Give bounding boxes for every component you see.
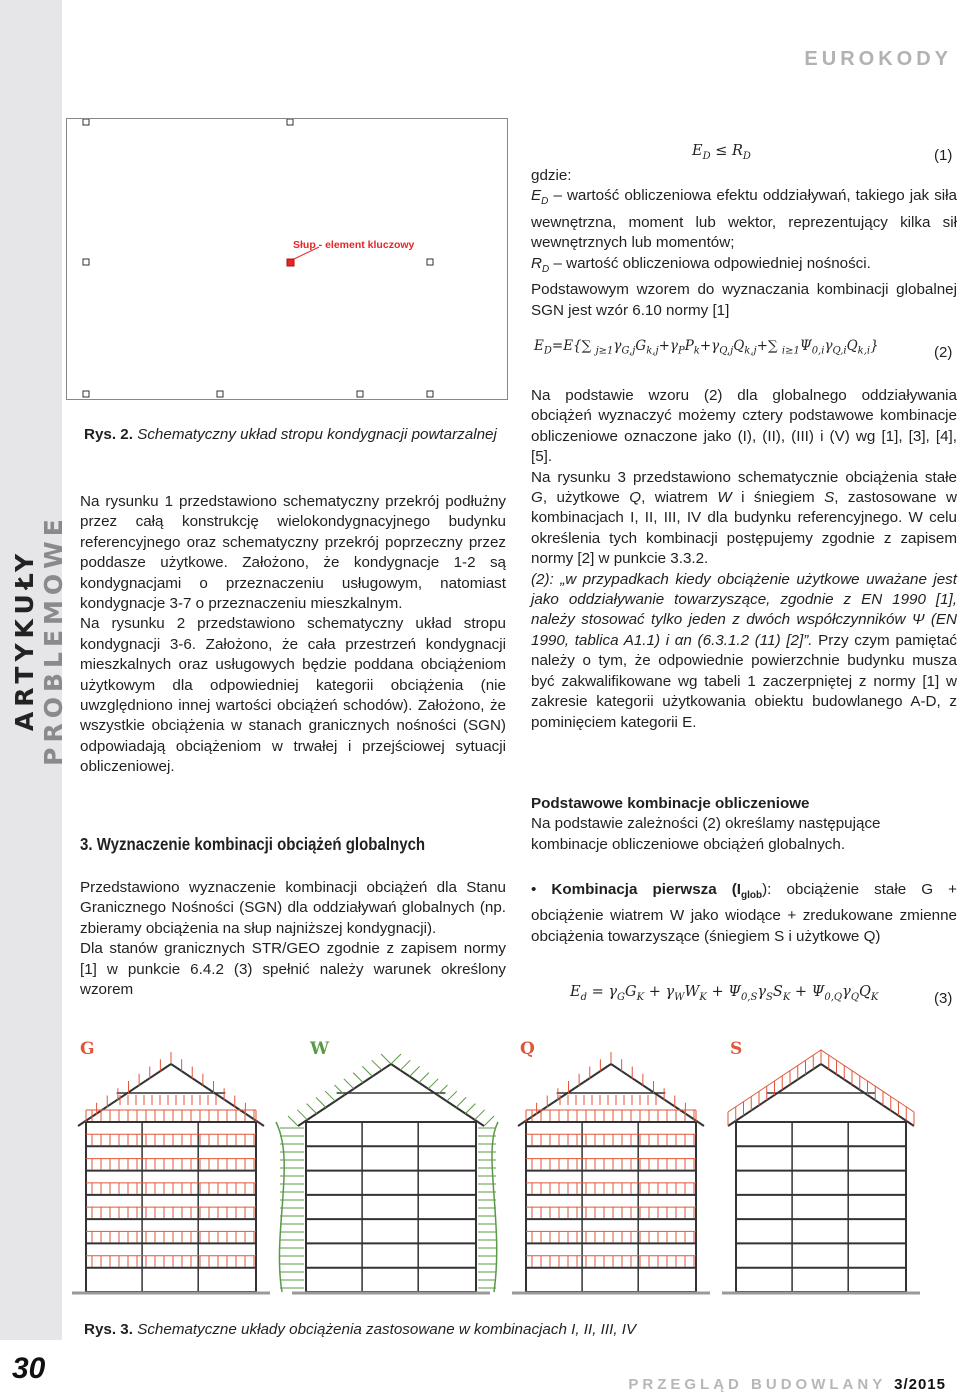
journal-section-title: EUROKODY bbox=[804, 48, 952, 70]
figure-3-caption-label: Rys. 3. bbox=[84, 1321, 133, 1338]
paragraph: Na rysunku 3 przedstawiono schematycznie obciążenia stałe G, użytkowe Q, wiatrem W i śniegiem S, zastosowane w kombinacjach I, II, III, IV dla budynku referencyjnego. W celu określenia tych kombinacji postępujemy zgodnie z zapisem normy [2] w punkcie 3.3.2. bbox=[531, 468, 957, 568]
paragraph: Na podstawie wzoru (2) dla globalnego oddziaływania obciążeń wyznaczyć możemy cztery podstawowe kombinacje obliczeniowe oznaczone jako (I), (II), (III) i (V) wg [1], [3], [4], [5]. bbox=[531, 387, 957, 466]
paragraph: Podstawowym wzorem do wyznaczania kombinacji globalnej SGN jest wzór 6.10 normy [1] bbox=[531, 281, 957, 319]
paragraph: Dla stanów granicznych STR/GEO zgodnie z zapisem normy [1] w punkcie 6.4.2 (3) spełnić należy warunek określony wzorem bbox=[80, 940, 506, 999]
page-number: 30 bbox=[12, 1352, 46, 1385]
figure-3-load-schemes bbox=[66, 1030, 956, 1310]
wind-pressure-curve bbox=[276, 1122, 284, 1292]
roof-wind-arrow bbox=[410, 1066, 420, 1076]
roof-wind-arrow bbox=[447, 1091, 457, 1101]
equation-3: $E_d = \gamma_GG_K + \gamma_WW_K + \Psi_{0,S}\gamma_SS_K + \Psi_{0,Q}\gamma_QQ_K$ bbox=[570, 984, 879, 1003]
roof-wind-arrow bbox=[362, 1066, 372, 1076]
building-roof bbox=[728, 1064, 914, 1126]
rd-definition: $R_D$ – wartość obliczeniowa odpowiedniej nośności. bbox=[531, 254, 871, 275]
load-scheme-label: S bbox=[730, 1039, 743, 1059]
load-scheme-label: W bbox=[310, 1039, 330, 1059]
paragraph: Na rysunku 2 przedstawiono schematyczny układ stropu kondygnacji 3-6. Założono, że cała przestrzeń kondygnacji mieszkalnych oraz usługowych będzie poddana obciążeniom użytkowym dla odpowiedniej kategorii obciążenia (nie uwzględniono innej wartości obciążeń schodów). Założono, że wszystkie obciążenia w stanach granicznych nośności (SGN) odpowiadają obciążeniom w trwałej i przejściowej sytuacji obliczeniowej. bbox=[80, 615, 506, 776]
equation-2: $E_D=E\{\sum$ $_{j\ge 1}\gamma_{G,j}G_{k,j}+\gamma_PP_k+\gamma_{Q,j}Q_{k,j}+\sum$ $_{i\ge 1}\Psi_{0,i}\gamma_{Q,i}Q_{k,i}$} bbox=[534, 338, 879, 357]
floor-plan-diagram bbox=[67, 119, 507, 399]
roof-wind-arrow bbox=[316, 1097, 326, 1107]
journal-name: PRZEGLĄD BUDOWLANY bbox=[628, 1376, 886, 1393]
left-column-lower bbox=[80, 878, 506, 1000]
building-roof bbox=[298, 1064, 484, 1126]
figure-2-caption-text: Schematyczny układ stropu kondygnacji powtarzalnej bbox=[137, 426, 497, 443]
load-scheme-label: G bbox=[80, 1039, 95, 1059]
figure-2-floor-plan bbox=[66, 118, 508, 400]
journal-issue: 3/2015 bbox=[894, 1376, 946, 1393]
roof-wind-arrow bbox=[325, 1091, 335, 1101]
journal-brand bbox=[628, 1376, 946, 1393]
figure-2-caption-label: Rys. 2. bbox=[84, 426, 133, 443]
equation-2-number: (2) bbox=[934, 344, 953, 361]
figure-3-caption-text: Schematyczne układy obciążenia zastosowane w kombinacjach I, II, III, IV bbox=[137, 1321, 637, 1338]
roof-wind-arrow bbox=[484, 1116, 494, 1126]
section-heading: 3. Wyznaczenie kombinacji obciążeń globalnych bbox=[80, 834, 426, 854]
roof-wind-arrow bbox=[391, 1054, 401, 1064]
roof-wind-arrow bbox=[353, 1073, 363, 1083]
paragraph-quote: (2): „w przypadkach kiedy obciążenie użytkowe uważane jest jako oddziaływanie towarzyszące, zgodnie z EN 1990 [1], należy stosować tylko jeden z dwóch współczynników Ψ (EN 1990, tablica A1.1) i αn (6.3.1.2 (11) [2]”. Przy czym pamiętać należy o tym, że odpowiednie powierzchnie budynku musza być zakwalifikowane wg tabeli 1 zaczerpniętej z normy [1] w zakresie kategorii użytkowania obiektu budowlanego A-D, z pominięciem kategorii E. bbox=[531, 570, 957, 731]
subsection bbox=[531, 794, 957, 855]
roof-wind-arrow bbox=[400, 1060, 410, 1070]
load-schemes-diagram bbox=[66, 1030, 956, 1310]
roof-wind-arrow bbox=[372, 1060, 382, 1070]
roof-wind-arrow bbox=[456, 1097, 466, 1107]
figure-3-caption bbox=[84, 1320, 944, 1340]
roof-wind-arrow bbox=[344, 1079, 354, 1089]
load-scheme-label: Q bbox=[520, 1039, 535, 1059]
section-label-light: PROBLEMOWE bbox=[39, 514, 68, 766]
bullet-combination-1 bbox=[531, 880, 957, 947]
section-label bbox=[10, 420, 68, 860]
paragraph: Na rysunku 1 przedstawiono schematyczny przekrój podłużny przez całą konstrukcję wielokondygnacyjnego budynku referencyjnego oraz schematyczny przekrój poprzeczny przez poddasze użytkowe. Założono, że kondygnacje 1-2 są kondygnacjami o przeznaczeniu usługowym, natomiast kondygnacje 3-7 o przeznaczeniu mieszkalnym. bbox=[80, 493, 506, 613]
key-column-callout: Słup - element kluczowy bbox=[293, 239, 415, 251]
ed-definition: $E_D$ – wartość obliczeniowa efektu oddziaływań, takiego jak siła wewnętrzna, moment lub wektor, reprezentujący kilka sił wewnętrznych lub momentów; bbox=[531, 187, 957, 252]
equation-1: $E_D \le R_D$ bbox=[692, 143, 751, 162]
roof-wind-arrow bbox=[465, 1104, 475, 1114]
roof-wind-arrow bbox=[381, 1054, 391, 1064]
bullet-dot: • bbox=[531, 881, 537, 898]
key-column-marker bbox=[287, 259, 294, 266]
roof-wind-arrow bbox=[419, 1073, 429, 1083]
bullet-text: ): obciążenie stałe G + obciążenie wiatrem W jako wiodące + zredukowane zmienne obciążenia towarzyszące (śniegiem S i użytkowe Q) bbox=[531, 881, 957, 945]
bullet-sub: glob bbox=[741, 890, 763, 902]
right-column-main bbox=[531, 386, 957, 733]
roof-wind-arrow bbox=[297, 1110, 307, 1120]
gdzie-label: gdzie: bbox=[531, 167, 572, 184]
roof-wind-arrow bbox=[428, 1079, 438, 1089]
roof-wind-arrow bbox=[288, 1116, 298, 1126]
roof-wind-arrow bbox=[475, 1110, 485, 1120]
paragraph: Przedstawiono wyznaczenie kombinacji obciążeń dla Stanu Granicznego Nośności (SGN) dla oddziaływań globalnych (np. zbieramy obciążenia na słup najniższej kondygnacji). bbox=[80, 879, 506, 937]
equation-3-number: (3) bbox=[934, 990, 953, 1007]
equation-1-number: (1) bbox=[934, 147, 953, 164]
left-column bbox=[80, 492, 506, 778]
section-label-dark: ARTYKUŁY bbox=[10, 548, 39, 732]
figure-2-caption bbox=[84, 425, 504, 445]
definitions-block bbox=[531, 166, 957, 321]
paragraph: Na podstawie zależności (2) określamy następujące kombinacje obliczeniowe obciążeń globalnych. bbox=[531, 815, 881, 853]
subsection-heading: Podstawowe kombinacje obliczeniowe bbox=[531, 795, 810, 812]
bullet-label: Kombinacja pierwsza (I bbox=[551, 881, 742, 898]
wind-suction-curve bbox=[492, 1122, 498, 1292]
roof-wind-arrow bbox=[307, 1104, 317, 1114]
